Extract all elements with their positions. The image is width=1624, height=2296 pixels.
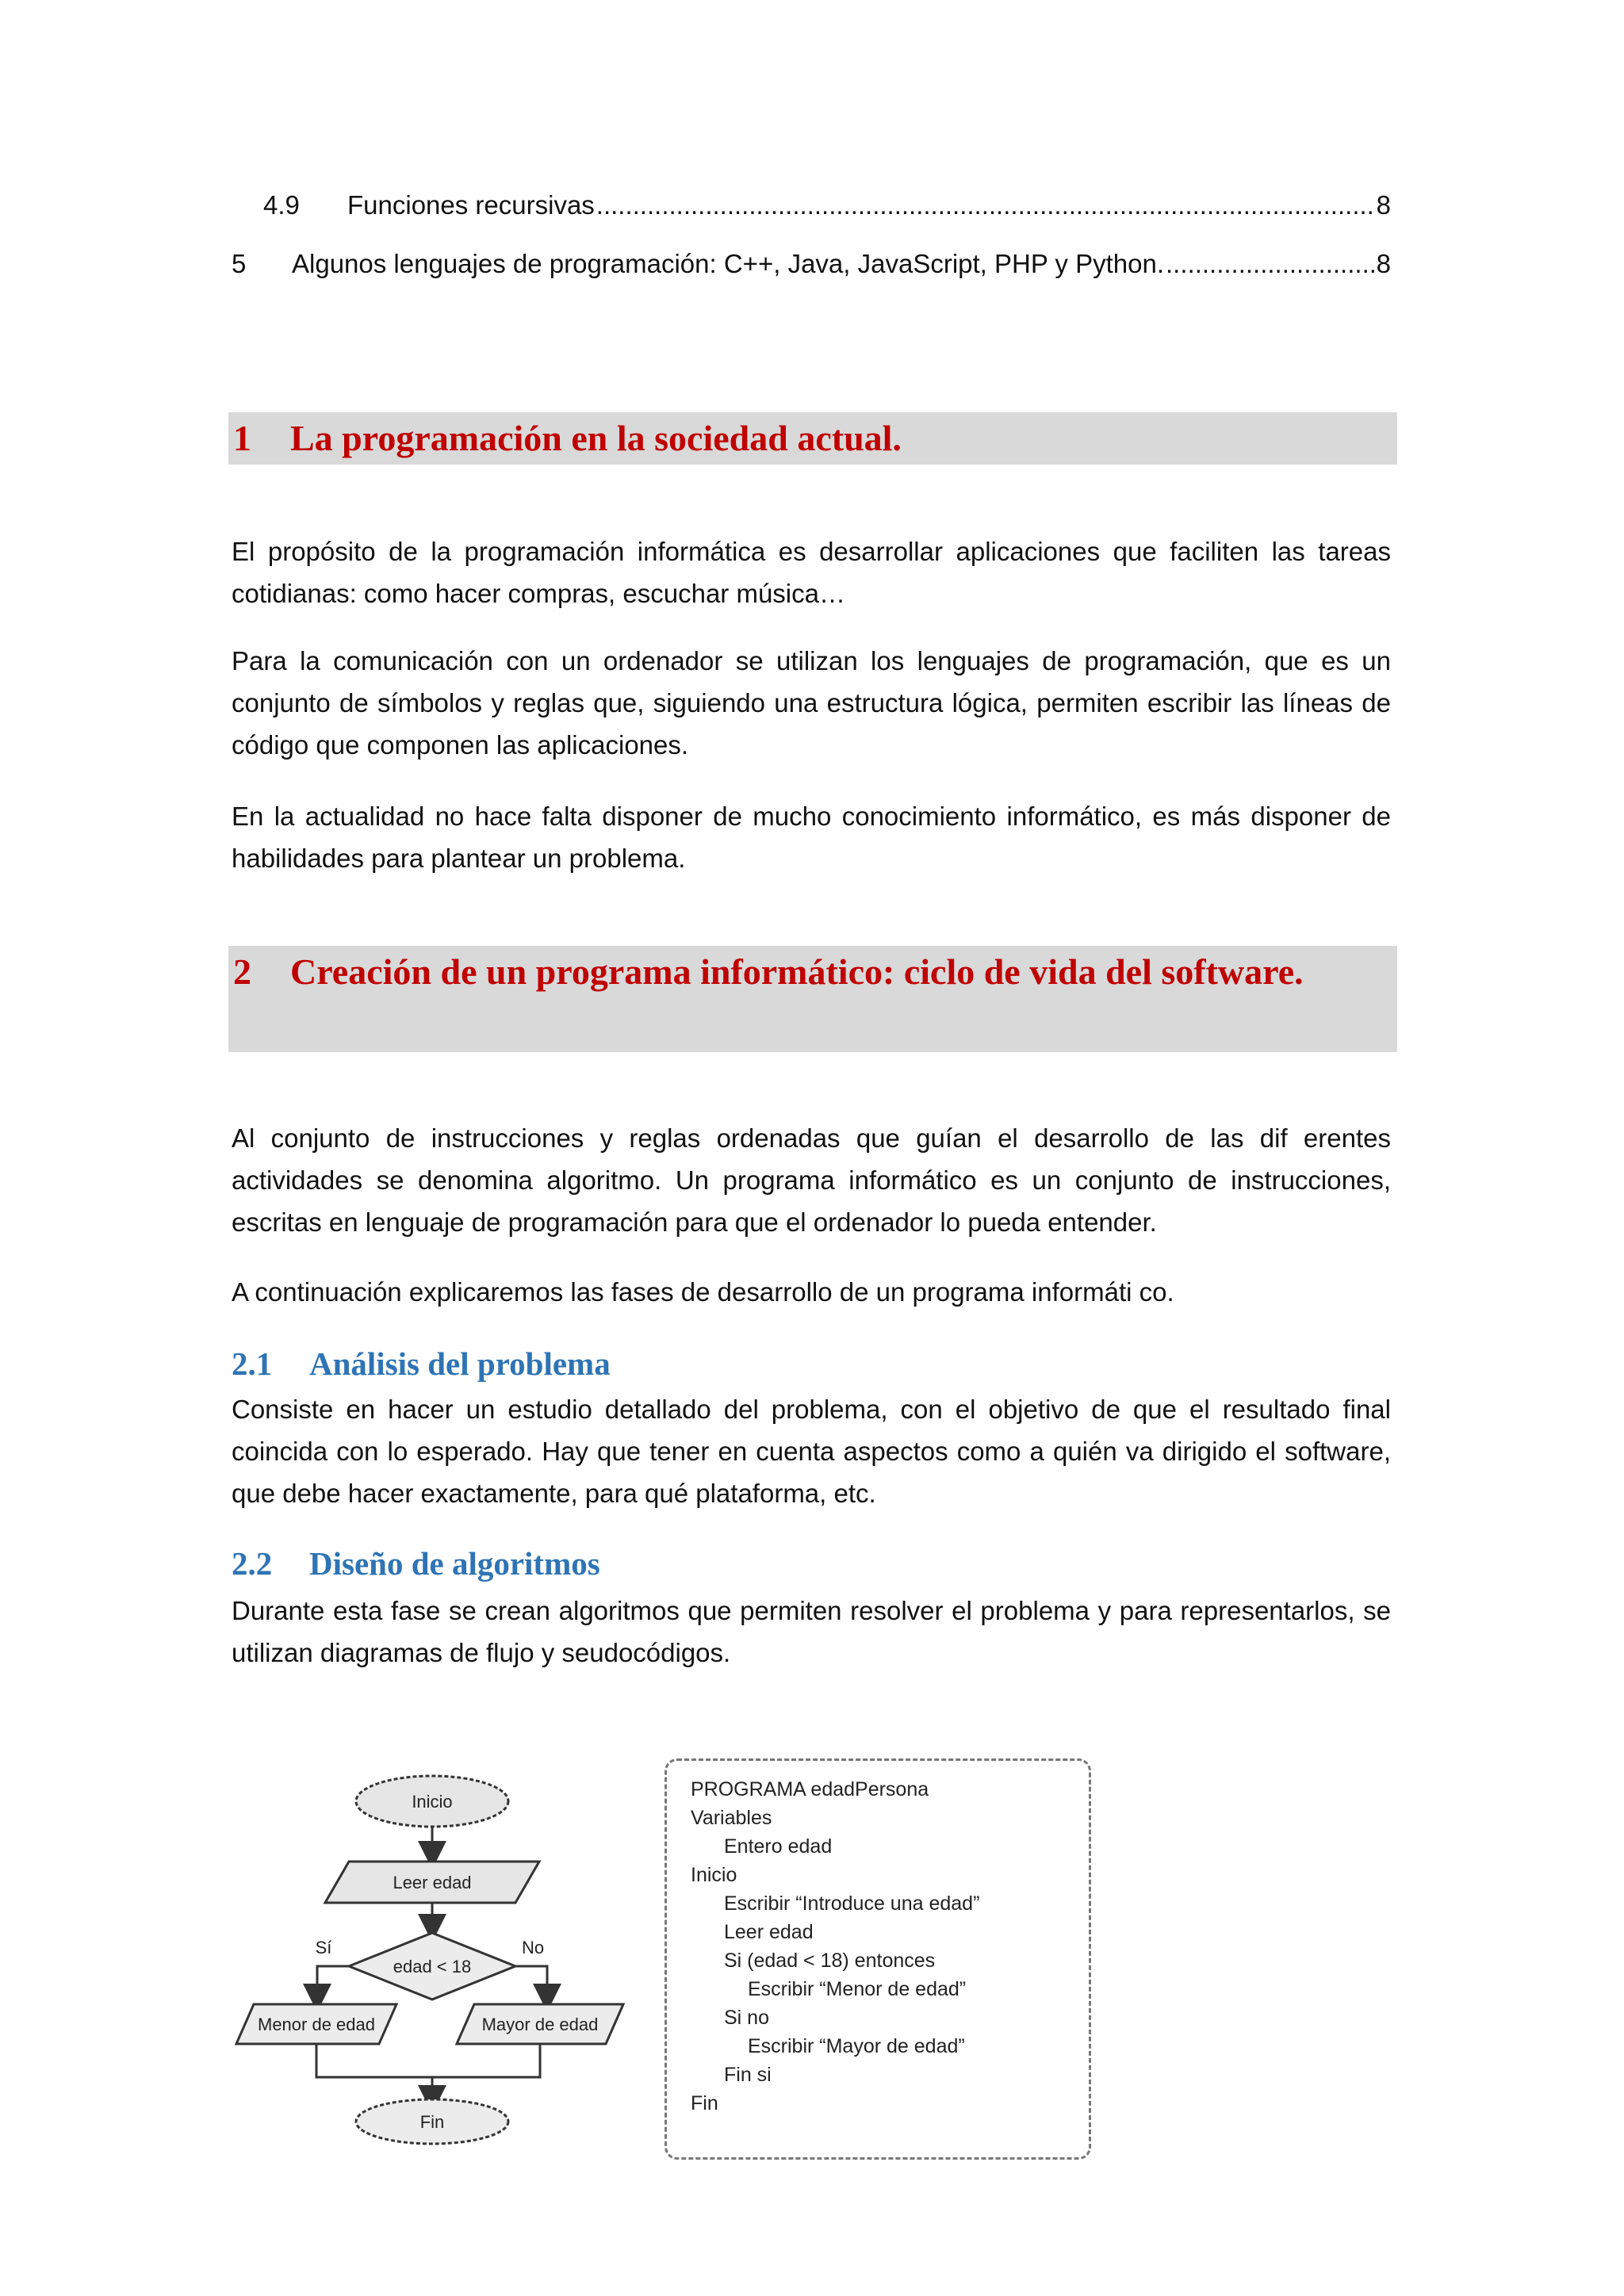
flowchart-right-output-label: Mayor de edad xyxy=(481,2015,599,2034)
paragraph: Al conjunto de instrucciones y reglas ordenadas que guían el desarrollo de las dif erentes actividades se denomina algoritmo. Un programa informático es un conjunto de instrucciones, escritas en lenguaje de programación para que el ordenador lo pueda entender. xyxy=(232,1123,1391,1237)
section-2-1-heading xyxy=(232,1345,611,1383)
toc-entry-5[interactable] xyxy=(232,249,1391,279)
pseudocode-line: Fin si xyxy=(724,2064,772,2086)
flowchart-start-label: Inicio xyxy=(412,1792,453,1812)
flowchart-condition-label: edad < 18 xyxy=(393,1957,472,1976)
toc-page-number: 8 xyxy=(1376,190,1391,220)
algorithm-figure xyxy=(230,1744,1102,2172)
heading-number: 2.1 xyxy=(232,1345,273,1382)
flowchart-no-label: No xyxy=(521,1938,545,1957)
toc-leader-dots xyxy=(1166,249,1375,279)
paragraph: El propósito de la programación informática es desarrollar aplicaciones que faciliten las tareas cotidianas: como hacer compras, escuchar música… xyxy=(232,537,1391,608)
flowchart-yes-label: Sí xyxy=(315,1938,332,1957)
flowchart-end-label: Fin xyxy=(419,2112,445,2132)
pseudocode-line: Si no xyxy=(724,2007,769,2029)
pseudocode-line: Inicio xyxy=(691,1864,737,1886)
heading-number: 1 xyxy=(233,418,251,458)
section-2-2-heading xyxy=(232,1544,600,1582)
section-1-heading-box xyxy=(228,412,1397,465)
toc-title: Funciones recursivas xyxy=(347,190,595,220)
pseudocode-line: Variables xyxy=(691,1807,772,1829)
pseudocode-line: Leer edad xyxy=(724,1921,814,1943)
toc-page-number: 8 xyxy=(1376,249,1391,278)
flowchart-left-output-label: Menor de edad xyxy=(258,2015,375,2034)
paragraph: A continuación explicaremos las fases de desarrollo de un programa informáti co. xyxy=(232,1277,1174,1307)
pseudocode-line: Fin xyxy=(691,2092,718,2114)
pseudocode-line: Escribir “Menor de edad” xyxy=(748,1978,967,2000)
section-2-heading xyxy=(228,946,1397,998)
toc-leader-dots xyxy=(596,190,1375,220)
paragraph: Durante esta fase se crean algoritmos que permiten resolver el problema y para representarlos, se utilizan diagramas de flujo y seudocódigos. xyxy=(232,1596,1391,1667)
paragraph: En la actualidad no hace falta disponer de mucho conocimiento informático, es más disponer de habilidades para plantear un problema. xyxy=(232,802,1391,873)
heading-text: Diseño de algoritmos xyxy=(309,1545,600,1582)
heading-number: 2.2 xyxy=(232,1545,273,1582)
paragraph: Para la comunicación con un ordenador se utilizan los lenguajes de programación, que es un conjunto de símbolos y reglas que, siguiendo una estructura lógica, permiten escribir las líneas de código que componen las aplicaciones. xyxy=(232,646,1391,760)
pseudocode-line: Si (edad < 18) entonces xyxy=(724,1950,936,1972)
paragraph: Consiste en hacer un estudio detallado del problema, con el objetivo de que el resultado final coincida con lo esperado. Hay que tener en cuenta aspectos como a quién va dirigido el software, que debe hacer exactamente, para qué plataforma, etc. xyxy=(232,1395,1391,1508)
pseudocode-line: Escribir “Mayor de edad” xyxy=(748,2035,965,2057)
heading-text: La programación en la sociedad actual. xyxy=(290,418,902,458)
heading-text: Creación de un programa informático: ciclo de vida del software. xyxy=(290,951,1304,992)
toc-title: Algunos lenguajes de programación: C++, Java, JavaScript, PHP y Python. xyxy=(292,249,1165,278)
flowchart-read-label: Leer edad xyxy=(393,1873,472,1892)
heading-number: 2 xyxy=(233,951,251,992)
toc-number: 4.9 xyxy=(263,190,300,220)
heading-text: Análisis del problema xyxy=(309,1345,611,1382)
flowchart xyxy=(230,1744,642,2172)
section-2-heading-box xyxy=(228,946,1397,1052)
toc-entry-4-9[interactable] xyxy=(232,190,1391,220)
pseudocode-box xyxy=(665,1758,1091,2160)
pseudocode-line: Entero edad xyxy=(724,1835,833,1858)
pseudocode-line: Escribir “Introduce una edad” xyxy=(724,1892,980,1915)
toc-number: 5 xyxy=(232,249,247,278)
pseudocode-line: PROGRAMA edadPersona xyxy=(691,1778,929,1800)
section-1-heading xyxy=(228,412,1397,465)
